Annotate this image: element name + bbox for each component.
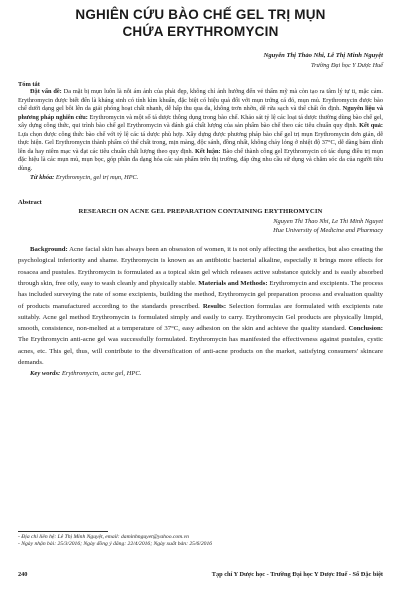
en-results-label: Results:: [202, 302, 227, 310]
footnote-contact: - Địa chỉ liên hệ: Lê Thị Minh Nguyệt, email: daminhnguyet@yahoo.com.vn: [18, 534, 189, 540]
en-results-text: Selection formulas are formulated with excipients rate suitably. Acne gel method Erythromycin is formulated simply and easily to carry. Erythromycin Gel products are physically limpid, smooth, consistence, non-melted at a temperature of 37°C, easy adhesion on the skin and achieve the quality standard.: [18, 302, 384, 333]
vi-background-text: Da mặt bị mụn luôn là nỗi ám ảnh của phái đẹp, không chỉ ảnh hưởng đến vẻ thẩm mỹ mà còn tạo ra tâm lý tự ti, mặc cảm. Erythromycin được biết đến là kháng sinh có tính kìm khuẩn, đặc biệt có hiệu quả đối với mụn trứng cá đỏ, mụn mủ. Erythromycin được bào chế dưới dạng gel bôi lên da giải phóng hoạt chất nhanh, dễ hấp thu qua da, không trơn nhờn, dễ rửa sạch và thể chất ổn định.: [18, 88, 383, 113]
affiliation-en: Hue University of Medicine and Pharmacy: [273, 227, 383, 235]
keywords-vi: [18, 174, 383, 183]
article: [18, 6, 383, 377]
vi-methods-label: Nguyên liệu và phương pháp nghiên cứu:: [18, 105, 383, 121]
footnote: [18, 531, 318, 548]
vi-methods-text: Erythromycin và một số tá dược thông dụng trong bào chế. Khảo sát tỷ lệ các loại tá dược thường dùng bào chế gel, xây dựng công thức, qui trình bào chế gel Erythromycin và đánh giá chất lượng của sản phẩm bào chế theo các tiêu chuẩn quy định.: [18, 113, 384, 130]
vi-background-label: Đặt vấn đề:: [30, 88, 62, 95]
page-footer: [18, 571, 383, 578]
keywords-en: [18, 370, 383, 377]
en-conclusion-text: The Erythromycin anti-acne gel was successfully formulated. Erythromycin has manifested the effectiveness against pustules, cystic acnes, etc. This gel, thus, will contribute to the diversification of anti-acne products on the market, satisfying consumers' skincare demands.: [18, 336, 383, 367]
authors-en: Nguyen Thi Thao Nhi, Le Thi Minh Nguyet: [273, 218, 383, 226]
en-methods-text: Erythromycin and excipients. The process has included surveying the rate of some excipients, building the method, Erythromycin gel preparation process and evaluation quality of products manufactured according to the standards prescribed.: [18, 279, 383, 310]
article-title-en: RESEARCH ON ACNE GEL PREPARATION CONTAINING ERYTHROMYCIN: [78, 208, 323, 216]
vi-conclusion-label: Kết luận:: [195, 147, 221, 155]
abstract-en-heading: Abstract: [18, 199, 42, 207]
keywords-vi-label: Từ khóa:: [30, 174, 55, 182]
page-number: 240: [18, 571, 28, 578]
abstract-vi-heading: Tóm tắt: [18, 81, 40, 88]
journal-name: Tạp chí Y Dược học - Trường Đại học Y Dược Huế - Số Đặc biệt: [211, 571, 383, 578]
en-background-label: Background:: [30, 246, 68, 254]
abstract-vi-body: [18, 88, 383, 173]
vi-conclusion-text: Bào chế thành công gel Erythromycin có tác dụng điều trị mụn đặc hiệu là các mụn mủ, mụn bọc, góp phần đa dạng hóa các sản phẩm trên thị trường, đáp ứng nhu cầu sử dụng và chăm sóc da của người tiêu dùng.: [18, 147, 383, 172]
authors-vi: Nguyễn Thị Thảo Nhi, Lê Thị Minh Nguyệt: [263, 52, 383, 59]
footnote-rule: [18, 531, 108, 532]
affiliation-vi: Trường Đại học Y Dược Huế: [311, 62, 383, 69]
en-conclusion-label: Conclusion:: [348, 325, 383, 333]
footnote-dates: - Ngày nhận bài: 25/3/2016; Ngày đồng ý đăng: 22/4/2016; Ngày xuất bản: 25/6/2016: [18, 541, 213, 548]
keywords-en-label: Key words:: [30, 370, 61, 378]
article-title-line-1: NGHIÊN CỨU BÀO CHẾ GEL TRỊ MỤN: [75, 7, 326, 22]
article-title-line-2: CHỨA ERYTHROMYCIN: [122, 24, 279, 39]
keywords-vi-values: Erythromycin, gel trị mụn, HPC.: [54, 174, 139, 182]
vi-results-label: Kết quả:: [359, 122, 384, 130]
en-methods-label: Materials and Methods:: [198, 279, 268, 287]
keywords-en-values: Erythromycin, acne gel, HPC.: [60, 370, 142, 378]
vi-results-text: Lựa chọn được công thức bào chế với tỷ lệ các tá dược phù hợp. Xây dựng được phương pháp bào chế gel trị mụn Erythromycin đơn giản, dễ thực hiện. Gel Erythromycin thành phẩm có thể chất trong, mịn màng, độc sánh, đồng nhất, không chảy lỏng ở nhiệt độ 37°C, dễ dàng bám dính lên da hay niêm mạc và đạt các tiêu chuẩn chất lượng theo quy định.: [18, 130, 383, 155]
en-background-text: Acne facial skin has always been an obsession of women, it is not only affecting the aesthetics, but also creating the psychological inferiority and shame. Erythromycin is known as an antibiotic bacterial alkaline, especially it brings more effects for rosacea and pustules. Erythromycin is formulated as a topical skin gel which releases active substance quickly and is easily absorbed through skin, free oily, easy to wash cleanly and physically stable.: [18, 246, 383, 287]
abstract-en-body: [18, 244, 383, 368]
